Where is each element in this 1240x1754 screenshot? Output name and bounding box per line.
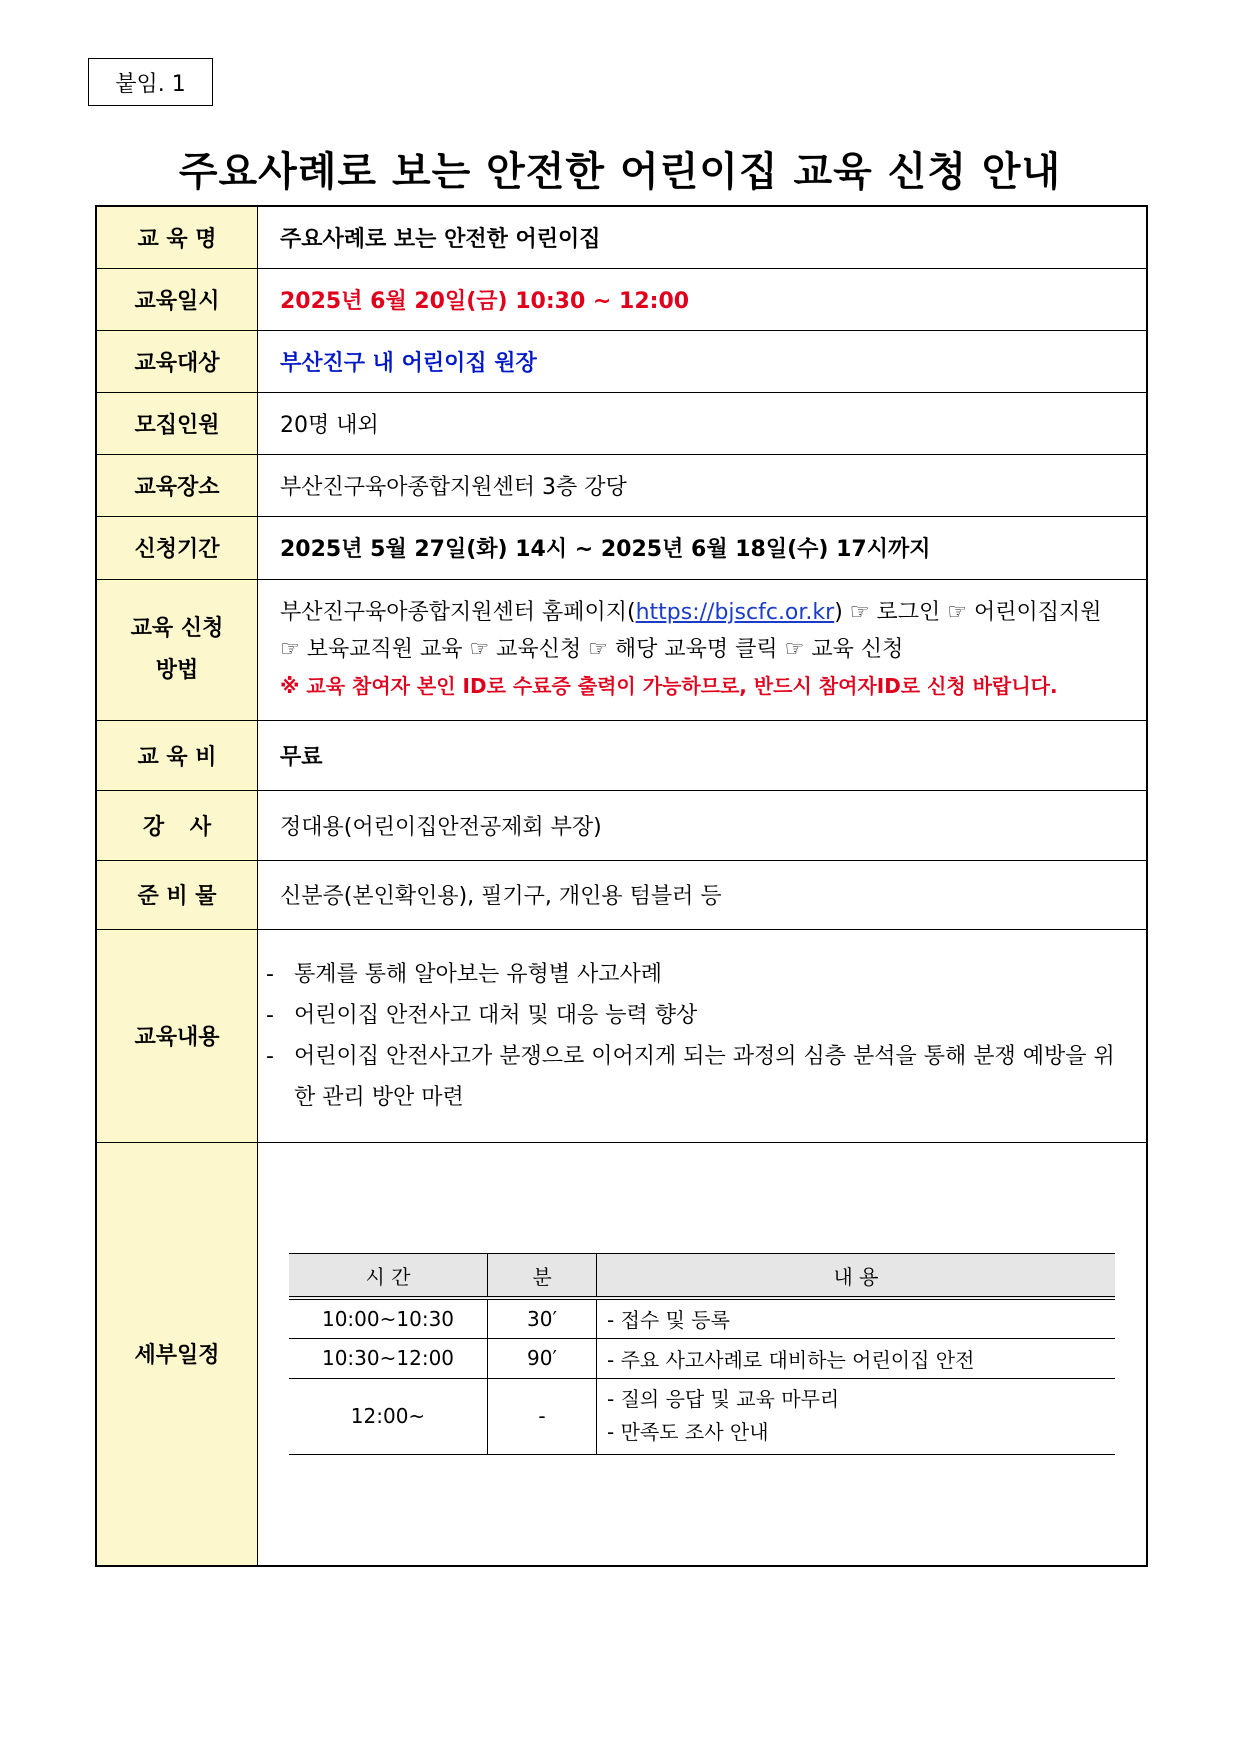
schedule-minutes: 90′ [488,1338,597,1378]
schedule-header-content: 내 용 [597,1254,1116,1299]
schedule-time: 10:00~10:30 [289,1298,488,1338]
value-supplies: 신분증(본인확인용), 필기구, 개인용 텀블러 등 [258,860,1148,929]
row-content [96,929,1147,1142]
label-method-line2: 방법 [155,657,199,683]
value-method [258,579,1148,720]
schedule-content: - 접수 및 등록 [597,1298,1116,1338]
label-period: 신청기간 [96,516,258,579]
label-name: 교 육 명 [96,206,258,268]
schedule-content [597,1378,1116,1454]
value-venue: 부산진구육아종합지원센터 3층 강당 [258,454,1148,516]
label-schedule: 세부일정 [96,1142,258,1566]
value-capacity: 20명 내외 [258,392,1148,454]
homepage-link[interactable]: https://bjscfc.or.kr [635,600,835,625]
label-content: 교육내용 [96,929,258,1142]
method-line1-prefix: 부산진구육아종합지원센터 홈페이지( [280,600,636,625]
schedule-time: 12:00~ [289,1378,488,1454]
label-capacity: 모집인원 [96,392,258,454]
document-title: 주요사례로 보는 안전한 어린이집 교육 신청 안내 [178,149,1062,195]
row-method [96,579,1147,720]
label-target: 교육대상 [96,330,258,392]
label-fee: 교 육 비 [96,720,258,790]
row-supplies [96,860,1147,929]
schedule-row [289,1378,1115,1454]
method-note: ※ 교육 참여자 본인 ID로 수료증 출력이 가능하므로, 반드시 참여자ID로 신청 바랍니다. [280,674,1058,698]
schedule-time: 10:30~12:00 [289,1338,488,1378]
value-fee: 무료 [258,720,1148,790]
label-datetime: 교육일시 [96,268,258,330]
value-content [258,929,1148,1142]
label-supplies: 준 비 물 [96,860,258,929]
label-venue: 교육장소 [96,454,258,516]
schedule-minutes: - [488,1378,597,1454]
schedule-content: - 주요 사고사례로 대비하는 어린이집 안전 [597,1338,1116,1378]
row-target [96,330,1147,392]
value-datetime: 2025년 6월 20일(금) 10:30 ~ 12:00 [258,268,1148,330]
info-table [95,205,1148,1567]
label-method [96,579,258,720]
row-name [96,206,1147,268]
content-item: - 통계를 통해 알아보는 유형별 사고사례 [266,961,663,987]
value-target: 부산진구 내 어린이집 원장 [258,330,1148,392]
content-item: - 어린이집 안전사고 대처 및 대응 능력 향상 [266,1002,698,1028]
row-capacity [96,392,1147,454]
schedule-row [289,1298,1115,1338]
label-instructor: 강 사 [96,790,258,860]
attachment-label: 붙임. 1 [88,58,213,106]
schedule-header-time: 시 간 [289,1254,488,1299]
method-line2: ☞ 보육교직원 교육 ☞ 교육신청 ☞ 해당 교육명 클릭 ☞ 교육 신청 [280,637,904,662]
row-instructor [96,790,1147,860]
schedule-row [289,1338,1115,1378]
value-schedule [258,1142,1148,1566]
schedule-content-line: - 만족도 조사 안내 [607,1420,769,1444]
content-list [258,954,1146,1118]
value-instructor: 정대용(어린이집안전공제회 부장) [258,790,1148,860]
method-line1 [280,594,1138,631]
method-line1-suffix: ) ☞ 로그인 ☞ 어린이집지원 [834,600,1102,625]
schedule-minutes: 30′ [488,1298,597,1338]
row-period [96,516,1147,579]
row-venue [96,454,1147,516]
row-datetime [96,268,1147,330]
label-method-line1: 교육 신청 [130,615,224,641]
schedule-table [289,1253,1115,1455]
schedule-content-line: - 질의 응답 및 교육 마무리 [607,1387,840,1411]
schedule-header-row [289,1254,1115,1299]
value-name: 주요사례로 보는 안전한 어린이집 [258,206,1148,268]
row-fee [96,720,1147,790]
schedule-header-minutes: 분 [488,1254,597,1299]
value-period: 2025년 5월 27일(화) 14시 ~ 2025년 6월 18일(수) 17시까지 [258,516,1148,579]
content-item: - 어린이집 안전사고가 분쟁으로 이어지게 되는 과정의 심층 분석을 통해 분쟁 예방을 위한 관리 방안 마련 [266,1043,1115,1110]
row-schedule [96,1142,1147,1566]
